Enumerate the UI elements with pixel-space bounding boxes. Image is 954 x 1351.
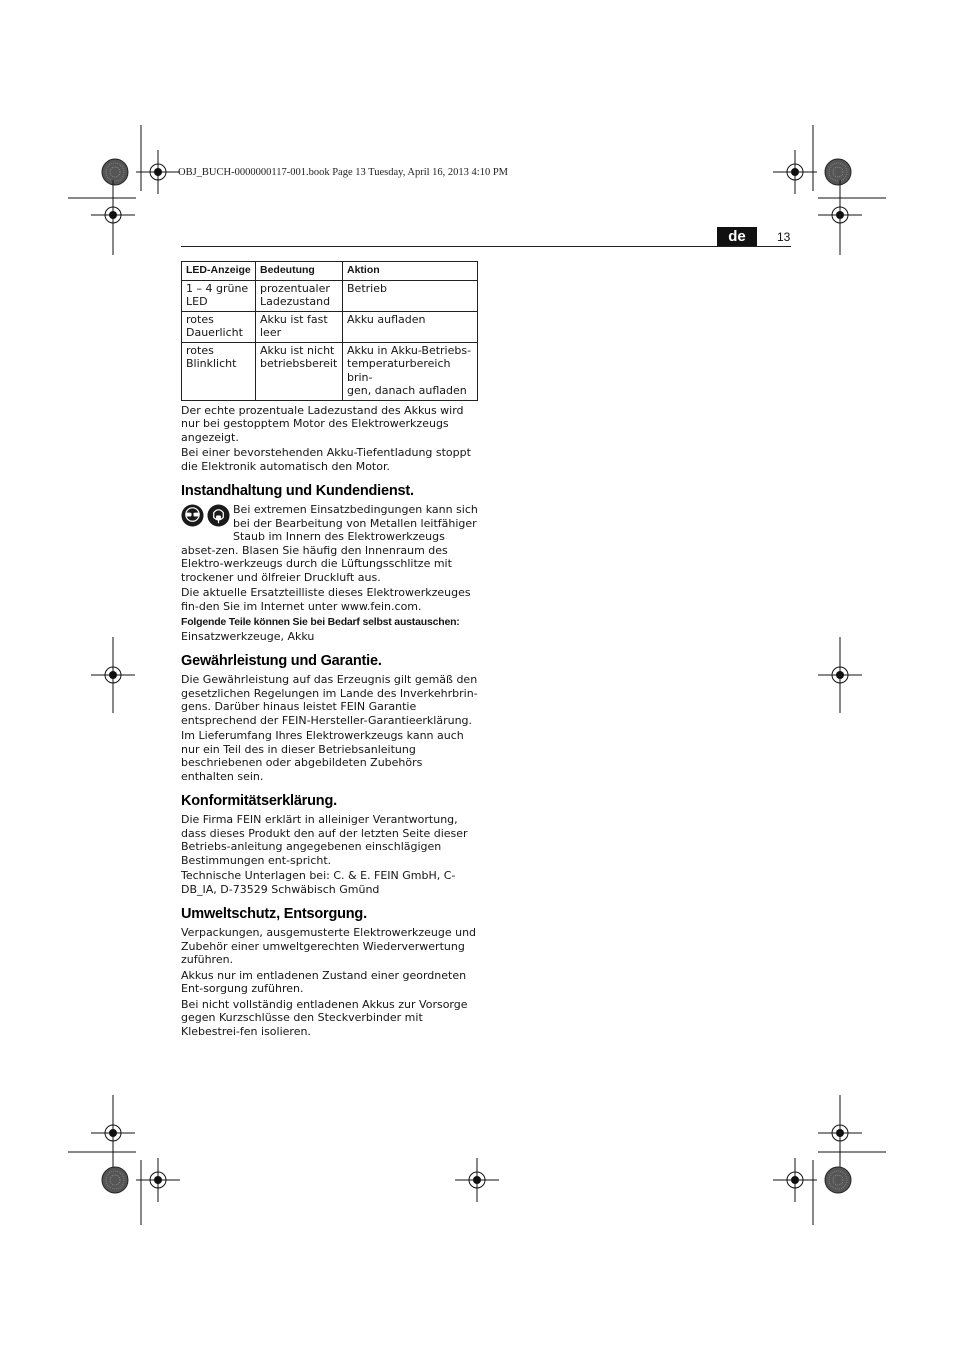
main-column bbox=[181, 261, 478, 1040]
language-badge: de bbox=[717, 227, 757, 246]
color-star-mark bbox=[825, 159, 851, 185]
parts-list: Einsatzwerkzeuge, Akku bbox=[181, 629, 315, 643]
book-info-line: OBJ_BUCH-0000000117-001.book Page 13 Tuesday, April 16, 2013 4:10 PM bbox=[178, 167, 508, 178]
section-heading: Gewährleistung und Garantie. bbox=[181, 653, 382, 669]
safety-goggles-icon bbox=[181, 504, 204, 527]
respirator-mask-icon bbox=[207, 504, 230, 527]
table-cell: 1 – 4 grüne LED bbox=[182, 280, 256, 311]
table-row bbox=[182, 311, 478, 342]
table-cell: Akku in Akku-Betriebs- temperaturbereich brin- gen, danach aufladen bbox=[343, 342, 478, 400]
table-cell: prozentualer Ladezustand bbox=[256, 280, 343, 311]
registration-mark bbox=[455, 1158, 499, 1202]
paragraph: Technische Unterlagen bei: C. & E. FEIN GmbH, C-DB_IA, D-73529 Schwäbisch Gmünd bbox=[181, 869, 456, 896]
color-star-mark bbox=[825, 1167, 851, 1193]
table-cell: Akku ist nicht betriebsbereit bbox=[256, 342, 343, 400]
header-rule bbox=[181, 246, 791, 247]
registration-mark bbox=[136, 150, 180, 194]
paragraph: Die aktuelle Ersatzteilliste dieses Elektrowerkzeuges fin-den Sie im Internet unter www.fein.com. bbox=[181, 586, 471, 613]
table-row bbox=[182, 280, 478, 311]
paragraph: Der echte prozentuale Ladezustand des Akkus wird nur bei gestopptem Motor des Elektrowerkzeugs angezeigt. bbox=[181, 403, 464, 444]
paragraph: Die Gewährleistung auf das Erzeugnis gilt gemäß den gesetzlichen Regelungen im Lande des Inverkehrbrin-gens. Darüber hinaus leistet FEIN Garantie entsprechend der FEIN-Hersteller-Garantieerklärung. bbox=[181, 673, 478, 727]
registration-mark bbox=[773, 150, 817, 194]
section-heading: Umweltschutz, Entsorgung. bbox=[181, 906, 367, 922]
paragraph: Bei extremen Einsatzbedingungen kann sich bei der Bearbeitung von Metallen leitfähiger Staub im Innern des Elektrowerkzeugs abset-zen. Blasen Sie häufig den Innenraum des Elektro-werkzeugs durch die Lüftungsschlitze mit trockener und ölfreier Druckluft aus. bbox=[181, 503, 478, 584]
table-cell: Akku ist fast leer bbox=[256, 311, 343, 342]
table-cell: Akku aufladen bbox=[343, 311, 478, 342]
section-heading: Instandhaltung und Kundendienst. bbox=[181, 483, 414, 499]
table-row bbox=[182, 342, 478, 400]
paragraph: Verpackungen, ausgemusterte Elektrowerkzeuge und Zubehör einer umweltgerechten Wiederverwertung zuführen. bbox=[181, 926, 477, 966]
paragraph: Akkus nur im entladenen Zustand einer geordneten Ent-sorgung zuführen. bbox=[181, 968, 467, 995]
led-status-table bbox=[181, 261, 478, 401]
column-header: LED-Anzeige bbox=[182, 262, 256, 281]
safety-icons bbox=[181, 503, 233, 532]
column-header: Aktion bbox=[343, 262, 478, 281]
table-cell: rotes Dauerlicht bbox=[182, 311, 256, 342]
paragraph: Im Lieferumfang Ihres Elektrowerkzeugs kann auch nur ein Teil des in dieser Betriebsanleitung beschriebenen oder abgebildeten Zubehörs enthalten sein. bbox=[181, 729, 464, 783]
color-star-mark bbox=[102, 159, 128, 185]
registration-mark bbox=[136, 1158, 180, 1202]
table-header-row bbox=[182, 262, 478, 281]
section-heading: Konformitätserklärung. bbox=[181, 793, 337, 809]
page-number: 13 bbox=[777, 230, 791, 244]
table-cell: Betrieb bbox=[343, 280, 478, 311]
table-cell: rotes Blinklicht bbox=[182, 342, 256, 400]
column-header: Bedeutung bbox=[256, 262, 343, 281]
color-star-mark bbox=[102, 1167, 128, 1193]
paragraph: Die Firma FEIN erklärt in alleiniger Verantwortung, dass dieses Produkt den auf der letzten Seite dieser Betriebs-anleitung angegebenen einschlägigen Bestimmungen ent-spricht. bbox=[181, 813, 468, 867]
parts-lead: Folgende Teile können Sie bei Bedarf selbst austauschen: bbox=[181, 616, 460, 628]
registration-mark bbox=[773, 1158, 817, 1202]
paragraph: Bei nicht vollständig entladenen Akkus zur Vorsorge gegen Kurzschlüsse den Steckverbinder mit Klebestrei-fen isolieren. bbox=[181, 997, 468, 1038]
paragraph: Bei einer bevorstehenden Akku-Tiefentladung stoppt die Elektronik automatisch den Motor. bbox=[181, 446, 471, 473]
